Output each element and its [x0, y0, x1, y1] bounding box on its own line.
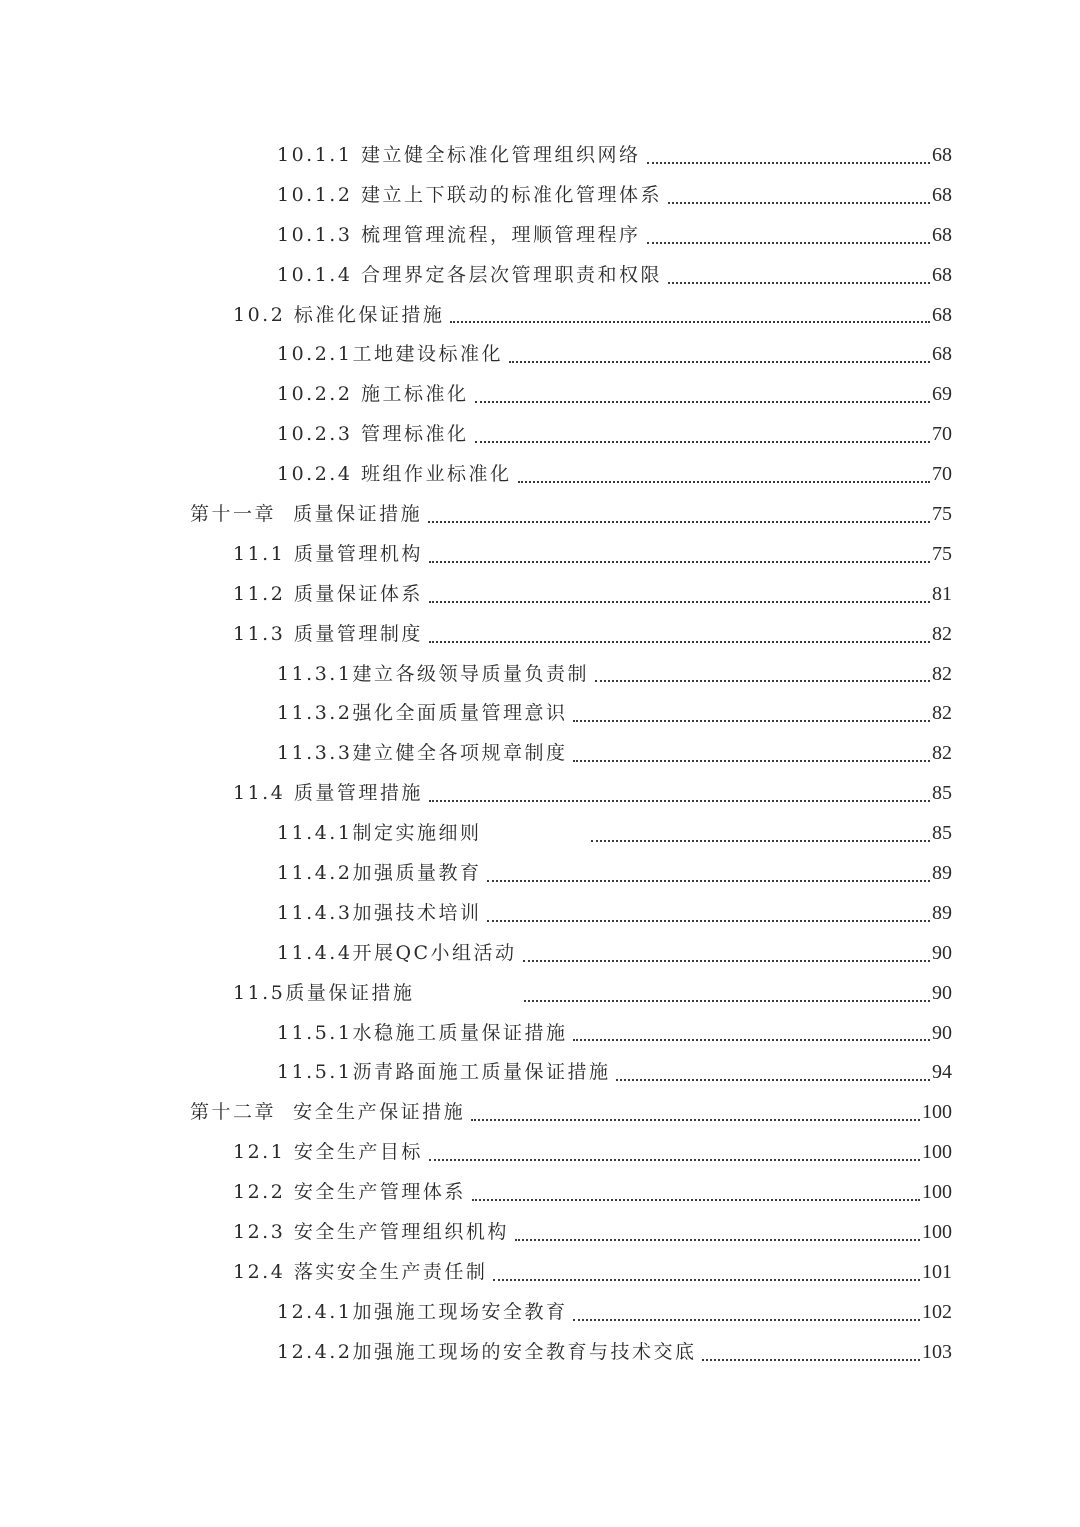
toc-entry-separator [285, 1141, 294, 1163]
toc-entry-title: 建立上下联动的标准化管理体系 [360, 183, 662, 206]
toc-entry-title: 标准化保证措施 [293, 303, 445, 326]
toc-entry[interactable] [0, 133, 952, 173]
toc-entry-title: 质量管理制度 [293, 622, 423, 645]
toc-entry-page-number: 75 [932, 503, 952, 526]
dot-leader [429, 557, 930, 563]
dot-leader [429, 597, 930, 603]
toc-entry-title: 安全生产管理组织机构 [293, 1221, 509, 1244]
toc-entry[interactable] [0, 1011, 952, 1051]
dot-leader [472, 1195, 920, 1201]
toc-entry-separator [352, 423, 361, 445]
toc-entry-title: 施工标准化 [360, 383, 469, 406]
toc-entry[interactable] [0, 372, 952, 412]
toc-entry-separator [285, 1261, 294, 1283]
toc-entry-page-number: 82 [932, 742, 952, 765]
toc-entry[interactable] [0, 412, 952, 452]
toc-entry-page-number: 94 [932, 1061, 952, 1084]
toc-entry-number: 10.1.3 [277, 223, 353, 246]
toc-entry[interactable] [0, 492, 952, 532]
toc-entry-title: 建立健全各项规章制度 [352, 742, 568, 765]
dot-leader [647, 158, 931, 164]
toc-entry[interactable] [0, 1210, 952, 1250]
toc-entry-number: 11.4 [233, 782, 286, 805]
toc-entry[interactable] [0, 851, 952, 891]
toc-entry-title: 安全生产保证措施 [293, 1101, 466, 1124]
toc-entry-page-number: 89 [932, 901, 952, 924]
toc-entry-title: 管理标准化 [360, 423, 469, 446]
toc-entry-number: 12.4.1 [277, 1300, 353, 1323]
dot-leader [429, 637, 930, 643]
dot-leader [573, 1315, 920, 1321]
toc-entry-page-number: 85 [932, 782, 952, 805]
toc-entry[interactable] [0, 652, 952, 692]
toc-entry-title: 加强技术培训 [352, 901, 482, 924]
toc-entry-page-number: 70 [932, 463, 952, 486]
toc-entry-page-number: 68 [932, 144, 952, 166]
dot-leader [429, 1155, 920, 1161]
toc-entry[interactable] [0, 213, 952, 253]
dot-leader [471, 1115, 920, 1121]
dot-leader [668, 278, 930, 284]
toc-entry-separator [285, 304, 294, 326]
toc-entry-title: 沥青路面施工质量保证措施 [352, 1061, 611, 1084]
toc-entry-page-number: 90 [932, 981, 952, 1004]
toc-entry[interactable] [0, 572, 952, 612]
toc-entry[interactable] [0, 1250, 952, 1290]
dot-leader [428, 517, 930, 523]
toc-entry-page-number: 82 [932, 702, 952, 725]
toc-entry-title: 落实安全生产责任制 [293, 1260, 488, 1283]
toc-entry-number: 第十二章 [190, 1101, 277, 1124]
toc-entry-number: 11.1 [233, 542, 286, 565]
toc-entry-title: 强化全面质量管理意识 [352, 702, 568, 725]
toc-entry[interactable] [0, 691, 952, 731]
dot-leader [647, 238, 931, 244]
toc-entry-separator [285, 623, 294, 645]
dot-leader [595, 676, 930, 682]
toc-entry-title: 梳理管理流程，理顺管理程序 [360, 223, 641, 246]
toc-entry-page-number: 90 [932, 1021, 952, 1044]
toc-entry-page-number: 85 [932, 822, 952, 845]
toc-entry-title: 加强施工现场的安全教育与技术交底 [352, 1340, 697, 1363]
table-of-contents [0, 133, 1080, 1370]
toc-entry-page-number: 81 [932, 582, 952, 605]
toc-entry-number: 10.1.4 [277, 263, 353, 286]
toc-entry[interactable] [0, 452, 952, 492]
toc-entry-number: 12.2 [233, 1181, 286, 1204]
dot-leader [487, 916, 930, 922]
toc-entry-separator [285, 1181, 294, 1203]
toc-entry-number: 11.3.1 [277, 662, 353, 685]
toc-entry-page-number: 100 [922, 1141, 952, 1164]
toc-entry-page-number: 68 [932, 343, 952, 366]
toc-entry-title: 质量管理措施 [293, 782, 423, 805]
dot-leader [702, 1355, 920, 1361]
toc-entry-title: 质量保证措施 [285, 981, 415, 1004]
toc-entry-title: 加强质量教育 [352, 862, 482, 885]
toc-entry-page-number: 70 [932, 423, 952, 446]
toc-entry-title: 水稳施工质量保证措施 [352, 1021, 568, 1044]
toc-entry-page-number: 68 [932, 263, 952, 286]
toc-entry-separator [352, 383, 361, 405]
toc-entry-separator [285, 543, 294, 565]
toc-entry-number: 11.3 [233, 622, 286, 645]
toc-entry-separator [276, 1101, 293, 1123]
toc-entry-separator [352, 264, 361, 286]
toc-entry-number: 10.2.2 [277, 383, 353, 406]
dot-leader [518, 477, 931, 483]
toc-entry-separator [285, 782, 294, 804]
toc-entry[interactable] [0, 1170, 952, 1210]
toc-entry[interactable] [0, 253, 952, 293]
toc-entry-title: 质量管理机构 [293, 542, 423, 565]
toc-entry[interactable] [0, 173, 952, 213]
toc-entry[interactable] [0, 532, 952, 572]
toc-entry-number: 第十一章 [190, 503, 277, 526]
dot-leader [524, 996, 930, 1002]
toc-entry-separator [352, 224, 361, 246]
toc-entry[interactable] [0, 931, 952, 971]
toc-entry-separator [352, 463, 361, 485]
toc-entry-title: 建立健全标准化管理组织网络 [360, 144, 641, 166]
toc-entry-number: 11.3.3 [277, 742, 353, 765]
toc-entry-page-number: 68 [932, 303, 952, 326]
toc-entry[interactable] [0, 771, 952, 811]
toc-entry-page-number: 75 [932, 542, 952, 565]
toc-entry-title: 班组作业标准化 [360, 463, 512, 486]
toc-entry-number: 11.4.3 [277, 901, 353, 924]
toc-entry-page-number: 82 [932, 662, 952, 685]
toc-entry-number: 10.2.3 [277, 423, 353, 446]
dot-leader [450, 317, 930, 323]
toc-entry[interactable] [0, 1050, 952, 1090]
dot-leader [429, 796, 930, 802]
toc-entry-title: 质量保证措施 [293, 503, 423, 526]
dot-leader [515, 1235, 920, 1241]
toc-entry-page-number: 102 [922, 1300, 952, 1323]
toc-entry-number: 11.4.4 [277, 941, 353, 964]
toc-entry-title: 安全生产管理体系 [293, 1181, 466, 1204]
toc-entry[interactable] [0, 1290, 952, 1330]
toc-entry-number: 10.1.1 [277, 144, 353, 166]
dot-leader [573, 716, 930, 722]
toc-entry-separator [276, 503, 293, 525]
toc-entry-number: 11.5 [233, 981, 286, 1004]
toc-entry-number: 11.2 [233, 582, 286, 605]
toc-entry-title: 合理界定各层次管理职责和权限 [360, 263, 662, 286]
toc-entry-title: 质量保证体系 [293, 582, 423, 605]
dot-leader [487, 876, 930, 882]
toc-entry-number: 10.2.1 [277, 343, 353, 366]
toc-entry-separator [285, 1221, 294, 1243]
toc-entry-number: 11.5.1 [277, 1061, 353, 1084]
toc-entry-page-number: 100 [922, 1221, 952, 1244]
dot-leader [475, 397, 931, 403]
toc-entry-number: 10.2 [233, 303, 286, 326]
dot-leader [475, 437, 931, 443]
dot-leader [573, 756, 930, 762]
toc-entry-page-number: 100 [922, 1181, 952, 1204]
toc-entry[interactable] [0, 612, 952, 652]
toc-entry-page-number: 68 [932, 223, 952, 246]
dot-leader [591, 836, 930, 842]
toc-entry-number: 12.4.2 [277, 1340, 353, 1363]
toc-entry-page-number: 82 [932, 622, 952, 645]
toc-entry-title: 制定实施细则 [352, 822, 482, 845]
toc-entry[interactable] [0, 731, 952, 771]
toc-entry[interactable] [0, 891, 952, 931]
toc-entry-page-number: 68 [932, 183, 952, 206]
toc-entry-page-number: 100 [922, 1101, 952, 1124]
toc-entry-separator [285, 583, 294, 605]
toc-entry-page-number: 103 [922, 1340, 952, 1363]
toc-entry-title: 加强施工现场安全教育 [352, 1300, 568, 1323]
dot-leader [668, 198, 930, 204]
toc-entry-page-number: 90 [932, 941, 952, 964]
toc-entry-separator [352, 184, 361, 206]
toc-entry[interactable] [0, 1330, 952, 1370]
toc-entry-number: 10.1.2 [277, 183, 353, 206]
toc-entry[interactable] [0, 811, 952, 851]
toc-entry[interactable] [0, 971, 952, 1011]
dot-leader [523, 956, 930, 962]
toc-entry-number: 11.4.1 [277, 822, 353, 845]
toc-entry[interactable] [0, 293, 952, 333]
toc-entry[interactable] [0, 332, 952, 372]
dot-leader [616, 1075, 930, 1081]
toc-entry-number: 12.3 [233, 1221, 286, 1244]
toc-entry-page-number: 89 [932, 862, 952, 885]
toc-entry-title: 建立各级领导质量负责制 [352, 662, 589, 685]
toc-entry-separator [352, 144, 361, 166]
toc-entry-number: 11.4.2 [277, 862, 353, 885]
toc-entry-page-number: 101 [922, 1260, 952, 1283]
toc-entry-page-number: 69 [932, 383, 952, 406]
toc-entry-number: 11.3.2 [277, 702, 353, 725]
toc-entry-number: 12.1 [233, 1141, 286, 1164]
toc-entry[interactable] [0, 1090, 952, 1130]
toc-entry-number: 11.5.1 [277, 1021, 353, 1044]
toc-entry-number: 10.2.4 [277, 463, 353, 486]
toc-entry[interactable] [0, 1130, 952, 1170]
dot-leader [509, 357, 930, 363]
dot-leader [573, 1035, 930, 1041]
toc-entry-title: 开展QC小组活动 [352, 941, 517, 964]
toc-entry-number: 12.4 [233, 1260, 286, 1283]
toc-entry-title: 工地建设标准化 [352, 343, 503, 366]
toc-entry-title: 安全生产目标 [293, 1141, 423, 1164]
dot-leader [493, 1275, 920, 1281]
